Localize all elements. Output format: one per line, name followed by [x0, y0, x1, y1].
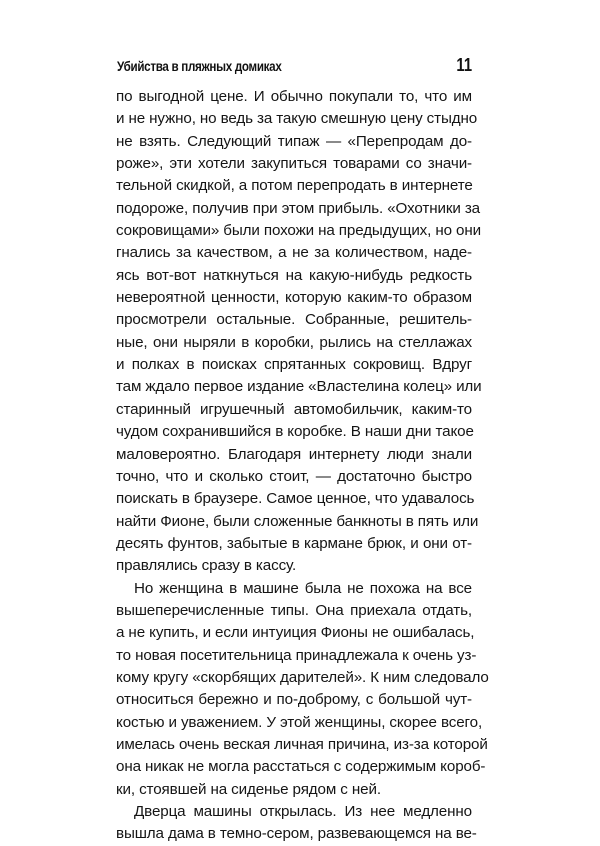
text-line: ки, стоявшей на сиденье рядом с ней.	[116, 780, 381, 798]
text-line: ные, они ныряли в коробки, рылись на стеллажах	[116, 333, 472, 351]
text-line: гнались за качеством, а не за количеством, наде-	[116, 244, 472, 262]
text-line: имелась очень веская личная причина, из-за которой	[116, 735, 488, 753]
text-line: ясь вот-вот наткнуться на какую-нибудь редкость	[116, 266, 472, 284]
text-line: и не нужно, но ведь за такую смешную цену стыдно	[116, 110, 478, 128]
text-line: костью и уважением. У этой женщины, скорее всего,	[116, 713, 483, 731]
text-line: найти Фионе, были сложенные банкноты в пять или	[116, 512, 479, 530]
paragraph	[116, 86, 482, 578]
text-line: вышла дама в темно-сером, развевающемся на ве-	[116, 825, 477, 843]
text-line: поискать в браузере. Самое ценное, что удавалось	[116, 490, 475, 508]
text-line: вышеперечисленные типы. Она приехала отдать,	[116, 601, 472, 619]
paragraph	[116, 578, 489, 801]
paragraph	[116, 801, 477, 846]
text-line: чудом сохранившийся в коробке. В наши дни такое	[116, 423, 474, 441]
body-text	[116, 86, 489, 846]
text-line: и полках в поисках спрятанных сокровищ. Вдруг	[116, 356, 472, 374]
text-line: невероятной ценности, которую каким-то образом	[116, 289, 472, 307]
text-line: Но женщина в машине была не похожа на все	[134, 579, 472, 597]
text-line: кому кругу «скорбящих дарителей». К ним следовало	[116, 668, 489, 686]
text-line: точно, что и сколько стоит, — достаточно быстро	[116, 467, 472, 485]
page-number: 11	[456, 55, 472, 75]
text-line: правлялись сразу в кассу.	[116, 557, 297, 575]
text-line: не взять. Следующий типаж — «Перепродам до-	[116, 132, 472, 150]
text-line: а не купить, и если интуиция Фионы не ошибалась,	[116, 624, 475, 642]
text-line: тельной скидкой, а потом перепродать в интернете	[116, 177, 473, 195]
text-line: там ждало первое издание «Властелина колец» или	[116, 378, 482, 396]
running-header	[117, 55, 472, 77]
chapter-title: Убийства в пляжных домиках	[117, 59, 282, 74]
text-line: сокровищами» были похожи на предыдущих, но они	[116, 222, 482, 240]
text-line: она никак не могла расстаться с содержимым короб-	[116, 758, 486, 776]
text-line: по выгодной цене. И обычно покупали то, что им	[116, 88, 472, 105]
text-line: подороже, получив при этом прибыль. «Охотники за	[116, 199, 481, 217]
text-line: то новая посетительница принадлежала к очень уз-	[116, 646, 477, 664]
text-line: просмотрели остальные. Собранные, решитель-	[116, 311, 472, 329]
text-line: относиться бережно и по-доброму, с большой чут-	[116, 691, 472, 709]
text-line: старинный игрушечный автомобильчик, каким-то	[116, 400, 472, 418]
text-line: роже», эти хотели закупиться товарами со значи-	[116, 155, 472, 173]
text-line: Дверца машины открылась. Из нее медленно	[134, 803, 472, 820]
text-line: маловероятно. Благодаря интернету люди знали	[116, 445, 472, 463]
text-line: десять фунтов, забытые в кармане брюк, и они от-	[116, 534, 472, 552]
